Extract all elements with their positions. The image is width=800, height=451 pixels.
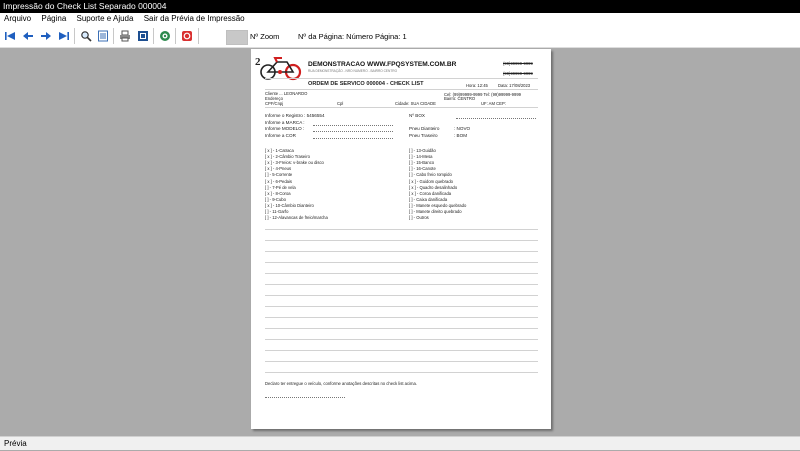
note-line [265,295,538,296]
signature-line [265,397,345,398]
checklist-item: [ x ] - Coroa danificada [409,190,452,196]
client-name: Cliente ... LEONARDO [265,91,308,96]
svg-text:2: 2 [255,56,261,68]
page-view-icon[interactable] [96,29,110,43]
divider [265,78,538,79]
note-line [265,284,538,285]
client-city: Cidade: SUA CIDADE [395,101,436,106]
report-page [251,49,551,429]
checklist-item: [ x ] - 8-Coroa [265,190,291,196]
front-tire-label: Pneu Dianteiro [409,126,440,131]
page-number-label: Nº da Página: Número Página: 1 [298,32,407,41]
zoom-label: Nº Zoom [250,32,280,41]
last-page-icon[interactable] [57,29,71,43]
note-line [265,361,538,362]
note-line [265,328,538,329]
company-address: RUA DEMONSTRAÇÃO - NRO NUMERO - BAIRRO CENTRO [308,69,398,73]
company-logo [255,54,303,84]
registration-field: Informe o Registro : 5456554 [265,113,325,118]
status-bar: Prévia [0,436,800,450]
menu-arquivo[interactable]: Arquivo [4,14,32,23]
rear-tire-label: Pneu Traseiro [409,133,438,138]
client-cpl: Cpl [337,101,344,106]
company-phone-1: (99)99999-9999 [503,61,533,66]
client-address: Endereço [265,96,283,101]
checklist-item: [ x ] - 3-Freios: v-brake ou disco [265,160,324,166]
front-tire-value: : NOVO [454,126,471,131]
checklist-item: [ ] - 7-Pé de vela [265,184,296,190]
note-line [265,317,538,318]
checklist-item: [ ] - Manete esquedo quebrado [409,202,467,208]
export-icon[interactable] [136,29,150,43]
checklist-item: [ ] - 12-Alavancas de freio/marcha [265,215,328,221]
note-line [265,339,538,340]
declaration-text: Declaro ter entregue o veículo, conforme anotações descritas no check list acima. [265,381,417,386]
checklist-item: [ ] - 11-Garfo [265,209,289,214]
box-field: Nº BOX [409,113,425,118]
client-district: Bairro: CENTRO [444,96,476,101]
checklist-item: [ x ] - 4-Pneus [265,166,292,172]
print-icon[interactable] [118,29,132,43]
menu-pagina[interactable]: Página [41,14,67,23]
checklist-item: [ ] - Caixa danificada [409,196,448,202]
checklist-item: [ ] - 9-Cubo [265,196,286,202]
first-page-icon[interactable] [3,29,17,43]
checklist-item: [ x ] - 1-Catraca [265,148,294,153]
order-date: Data: 17/08/2023 [498,83,531,88]
order-time: Hora: 12:45 [466,83,488,88]
checklist-item: [ ] - 15-Banco [409,160,435,166]
checklist-item: [ ] - 5-Corrente [265,172,293,178]
checklist-item: [ ] - 14-Mesa [409,154,433,160]
menu-bar [0,13,800,25]
model-field: Informe MODELO : [265,126,305,131]
client-state: UF: AM CEP: [481,101,506,106]
rear-tire-value: : BOM [454,133,468,138]
checklist-item: [ ] - Manete direito quebrado [409,209,462,214]
previous-page-icon[interactable] [21,29,35,43]
checklist-item: [ x ] - 10-Câmbio Dianteiro [265,202,314,208]
checklist-item: [ x ] - Quadro desalinhado [409,184,458,190]
order-title: ORDEM DE SERVICO 000004 - CHECK LIST [308,81,424,87]
menu-sair[interactable]: Sair da Prévia de Impressão [143,14,245,23]
divider [265,89,538,90]
checklist-item: [ ] - Cabo freio rompido [409,172,452,178]
client-cpf: CPF/Cnpj [265,101,284,106]
note-line [265,372,538,373]
toolbar [0,25,800,48]
zoom-select[interactable] [226,30,248,45]
note-line [265,273,538,274]
checklist-item: [ x ] - 6-Pedais [265,178,292,184]
color-field: Informe a COR [265,133,296,138]
checklist-item: [ x ] - Guidom quebrado [409,178,453,184]
client-phones: Cel: (99)99999-9999 Tel: (99)99999-9999 [444,92,521,97]
note-line [265,262,538,263]
zoom-icon[interactable] [79,29,93,43]
window-title: Impressão do Check List Separado 000004 [0,0,800,13]
company-name: DEMONSTRACAO WWW.FPQSYSTEM.COM.BR [308,61,457,68]
menu-suporte[interactable]: Suporte e Ajuda [76,14,134,23]
note-line [265,350,538,351]
email-icon[interactable] [158,29,172,43]
company-phone-2: (99)99999-9999 [503,71,533,76]
checklist-item: [ x ] - 2-Câmbio Traseiro [265,154,310,160]
divider [265,107,538,108]
note-line [265,251,538,252]
checklist-item: [ ] - Outros [409,215,429,221]
note-line [265,229,538,230]
brand-field: Informe a MARCA : [265,120,305,125]
next-page-icon[interactable] [39,29,53,43]
checklist-item: [ ] - 16-Canote [409,166,436,172]
checklist-item: [ ] - 13-Guidão [409,148,436,153]
note-line [265,306,538,307]
close-preview-icon[interactable] [180,29,194,43]
note-line [265,240,538,241]
